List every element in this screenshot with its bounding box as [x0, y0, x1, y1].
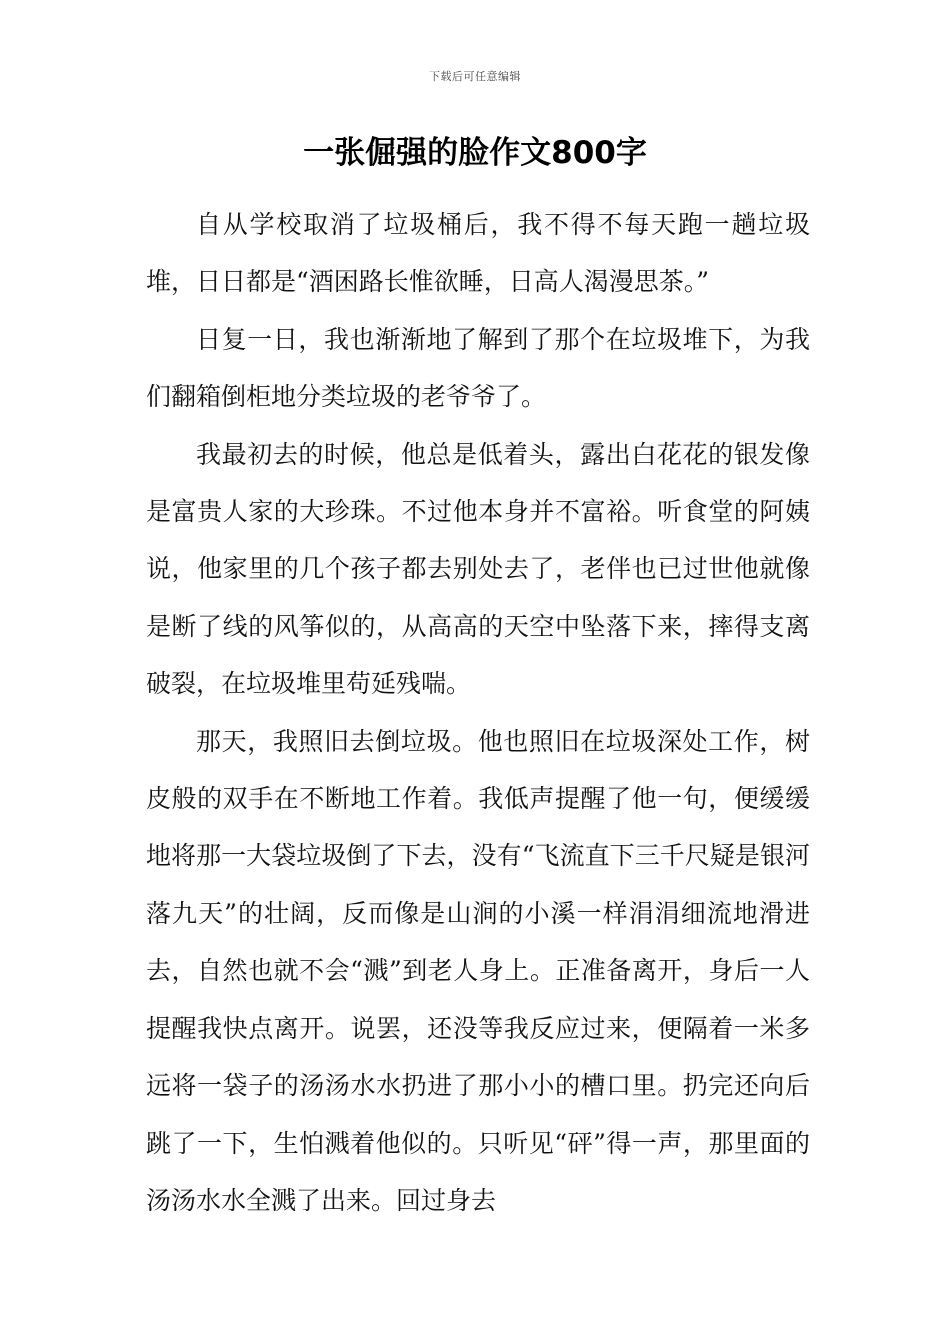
paragraph: 那天，我照旧去倒垃圾。他也照旧在垃圾深处工作，树皮般的双手在不断地工作着。我低声提醒了他一句，便缓缓地将那一大袋垃圾倒了下去，没有“飞流直下三千尺疑是银河落九天”的壮阔，反而像是山涧的小溪一样涓涓细流地滑进去，自然也就不会“溅”到老人身上。正准备离开，身后一人提醒我快点离开。说罢，还没等我反应过来，便隔着一米多远将一袋子的汤汤水水扔进了那小小的槽口里。扔完还向后跳了一下，生怕溅着他似的。只听见“砰”得一声，那里面的汤汤水水全溅了出来。回过身去 [146, 726, 810, 1215]
document-title: 一张倔强的脸作文800字 [303, 135, 647, 171]
paragraph: 自从学校取消了垃圾桶后，我不得不每天跑一趟垃圾堆，日日都是“酒困路长惟欲睡，日高人渴漫思茶。” [146, 210, 810, 297]
header-note: 下载后可任意编辑 [429, 70, 521, 83]
paragraph: 日复一日，我也渐渐地了解到了那个在垃圾堆下，为我们翻箱倒柜地分类垃圾的老爷爷了。 [146, 324, 810, 412]
document-body [146, 196, 810, 1229]
paragraph: 我最初去的时候，他总是低着头，露出白花花的银发像是富贵人家的大珍珠。不过他本身并不富裕。听食堂的阿姨说，他家里的几个孩子都去别处去了，老伴也已过世他就像是断了线的风筝似的，从高高的天空中坠落下来，摔得支离破裂，在垃圾堆里苟延残喘。 [146, 439, 810, 699]
